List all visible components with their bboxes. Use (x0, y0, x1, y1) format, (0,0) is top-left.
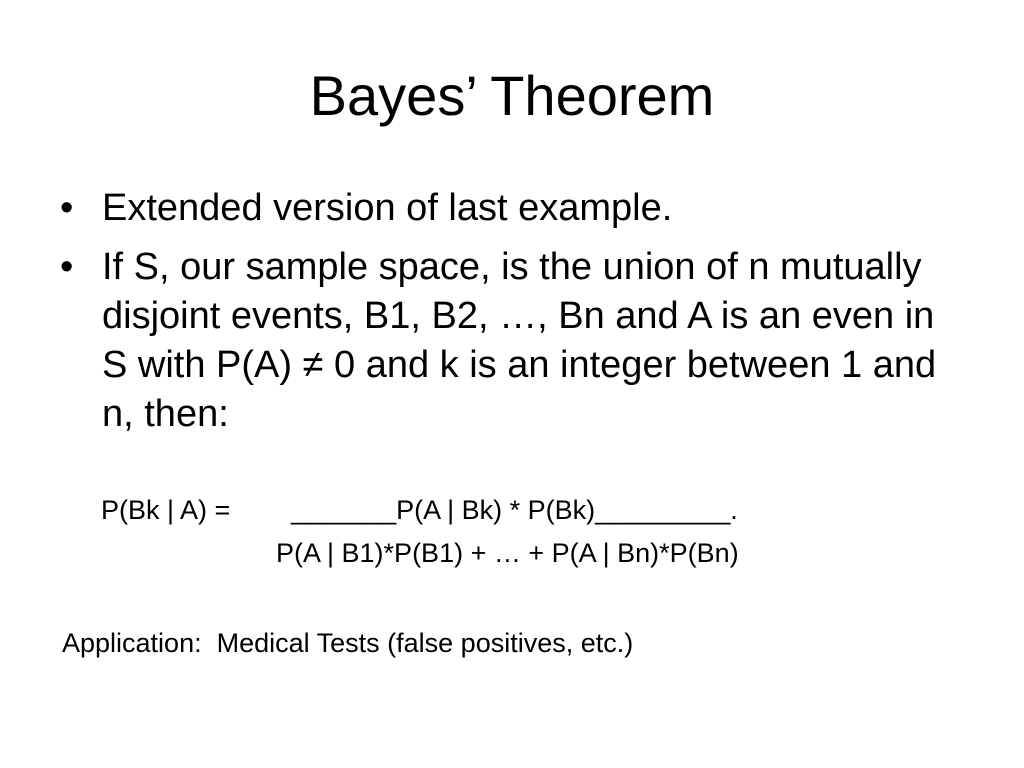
bullet-marker: • (60, 246, 74, 288)
bullet-text: If S, our sample space, is the union of n mutually disjoint events, B1, B2, …, Bn and A is an even in S with P(A) ≠ 0 and k is an integer between 1 and n, then: (102, 246, 937, 435)
formula-denominator: P(A | B1)*P(B1) + … + P(A | Bn)*P(Bn) (276, 538, 739, 568)
formula-numerator: _______P(A | Bk) * P(Bk)_________. (291, 495, 738, 525)
bullet-item (58, 184, 958, 233)
formula-left-side: P(Bk | A) = (101, 495, 231, 525)
bullet-list (58, 184, 958, 449)
slide-title: Bayes’ Theorem (309, 64, 715, 127)
bullet-item (58, 243, 958, 439)
bullet-marker: • (60, 187, 74, 229)
application-note: Application: Medical Tests (false positives, etc.) (62, 628, 634, 658)
bullet-text: Extended version of last example. (102, 187, 673, 229)
